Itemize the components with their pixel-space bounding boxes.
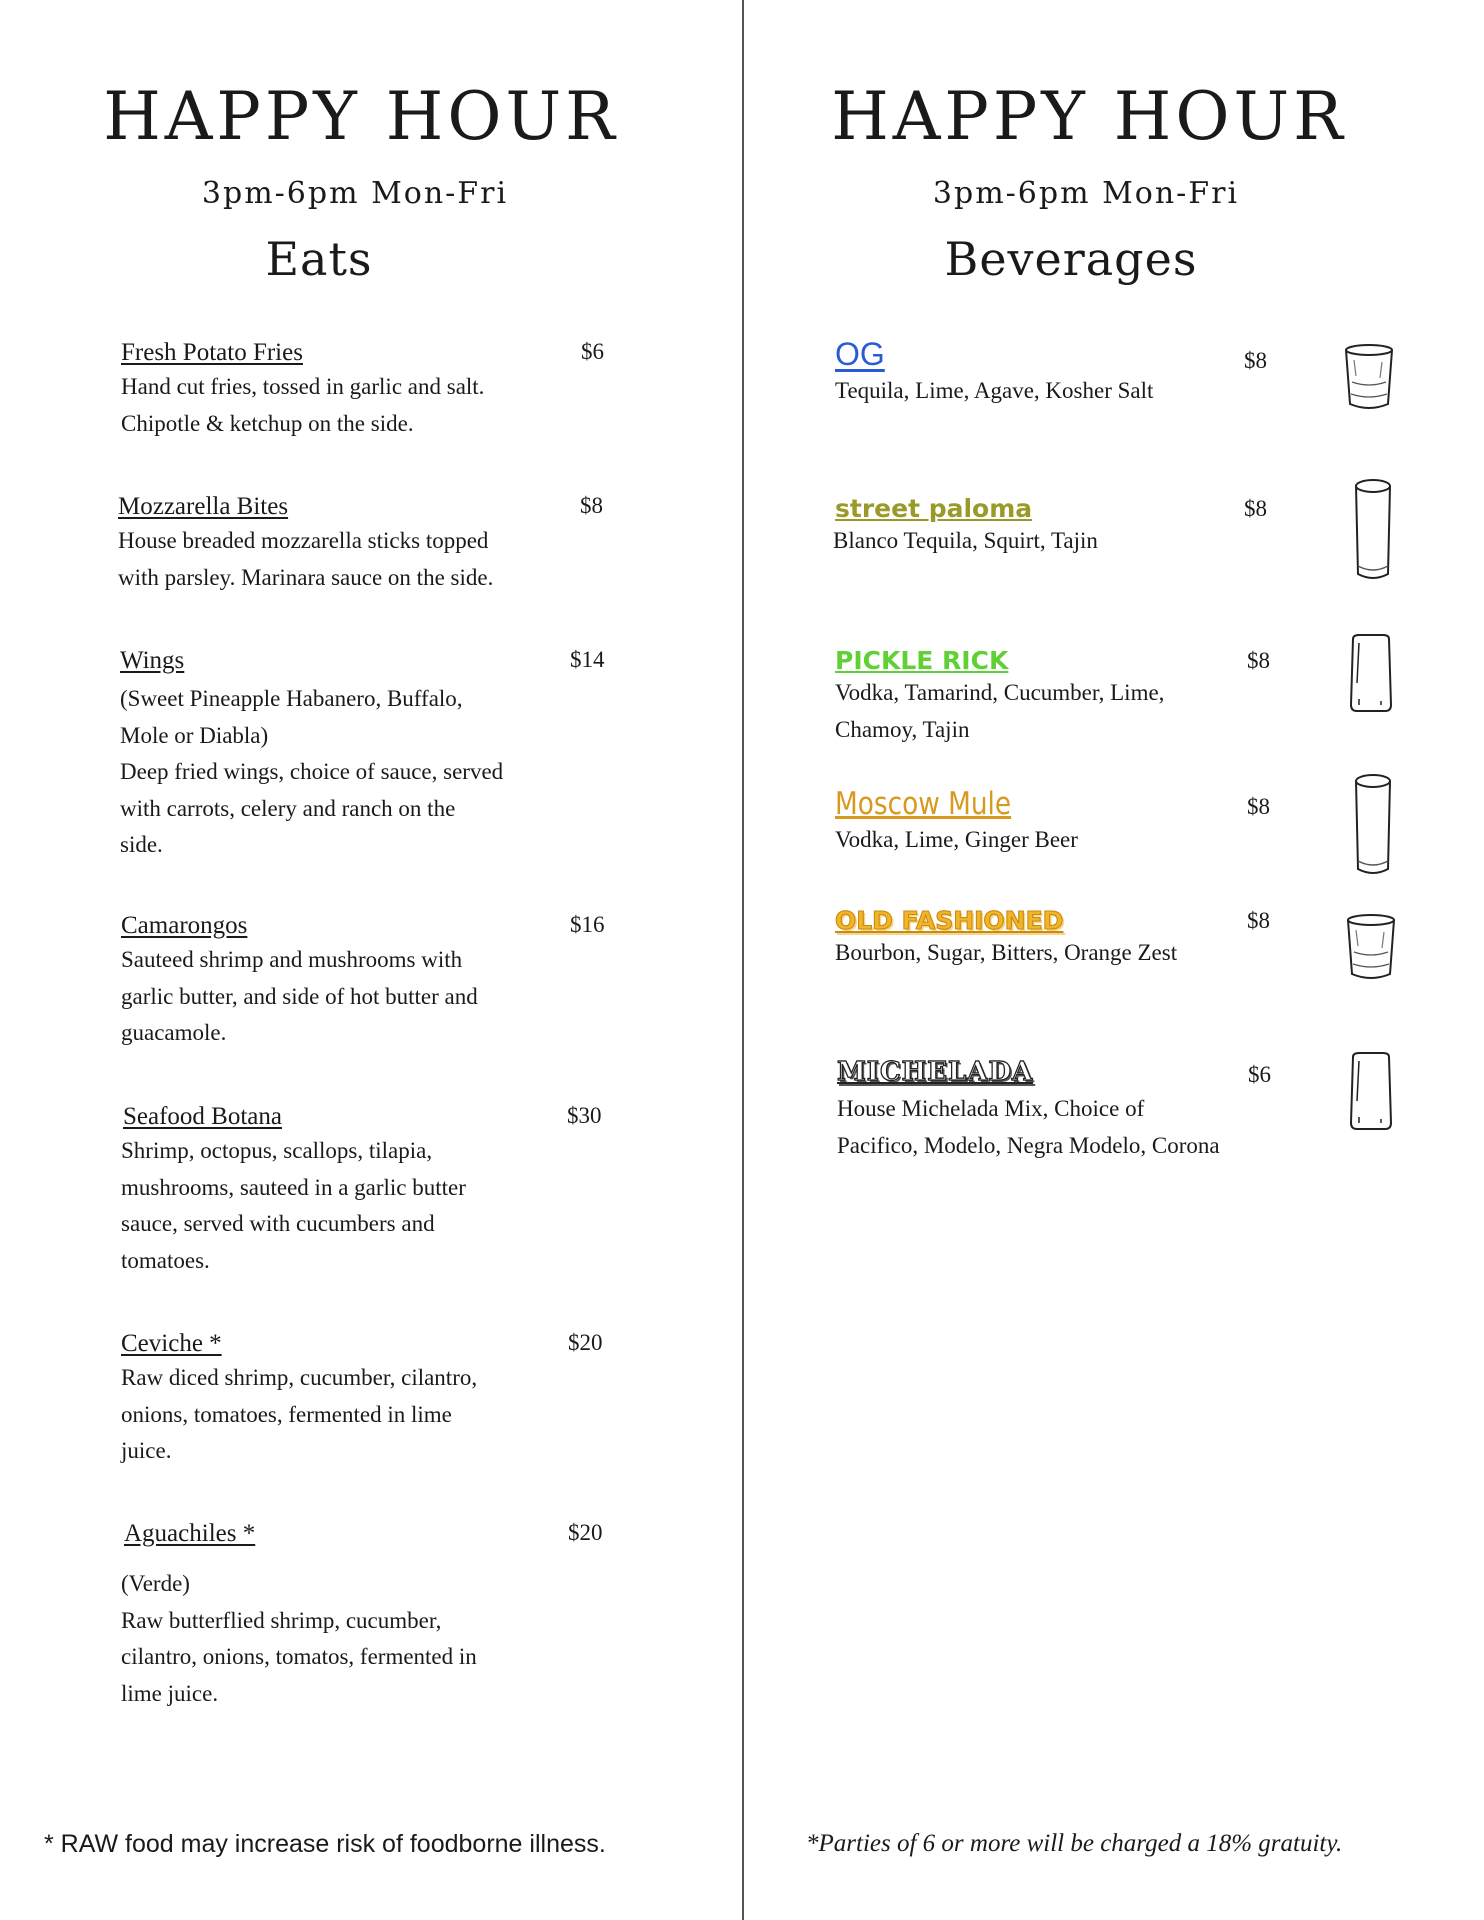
beverage-item [835,646,1315,748]
item-price: $20 [568,1330,603,1355]
beverage-price: $8 [1247,794,1270,819]
beverages-column [744,0,1484,1920]
gratuity-notice: *Parties of 6 or more will be charged a 18% gratuity. [806,1830,1343,1857]
item-description: (Sweet Pineapple Habanero, Buffalo, Mole or Diabla) Deep fried wings, choice of sauce, served with carrots, celery and ranch on the side. [120,686,504,857]
menu-item [118,493,608,596]
beverage-price: $6 [1248,1062,1271,1087]
eats-section-heading: Eats [265,232,373,286]
beverage-description: Blanco Tequila, Squirt, Tajin [833,528,1098,553]
beverage-price: $8 [1244,496,1267,521]
item-description: Raw diced shrimp, cucumber, cilantro, onions, tomatoes, fermented in lime juice. [121,1365,478,1463]
item-price: $6 [581,339,604,364]
item-name: Wings [120,647,185,674]
item-description: Hand cut fries, tossed in garlic and salt. Chipotle & ketchup on the side. [121,374,485,436]
item-price: $14 [570,647,605,672]
beverage-item [835,786,1315,859]
beverage-name: street paloma [835,494,1033,523]
item-name: Seafood Botana [123,1103,282,1130]
beverage-name: MICHELADA [837,1057,1034,1087]
rocks-glass-icon [1342,342,1396,412]
menu-item [121,1520,611,1712]
beverage-description: Vodka, Tamarind, Cucumber, Lime, Chamoy, Tajin [835,680,1165,742]
item-description: Sauteed shrimp and mushrooms with garlic butter, and side of hot butter and guacamole. [121,947,478,1045]
beverage-item [837,1057,1327,1164]
beverage-description: House Michelada Mix, Choice of Pacifico, Modelo, Negra Modelo, Corona [837,1096,1220,1158]
beverage-price: $8 [1247,648,1270,673]
beverages-title: HAPPY HOUR [831,78,1347,155]
menu-item [121,912,611,1052]
raw-food-disclaimer: * RAW food may increase risk of foodborne illness. [44,1830,606,1858]
beverage-description: Vodka, Lime, Ginger Beer [835,827,1078,852]
item-price: $8 [580,493,603,518]
highball-glass-icon [1353,773,1393,877]
eats-hours: 3pm-6pm Mon-Fri [201,176,509,211]
item-name: Camarongos [121,912,248,939]
beverages-hours: 3pm-6pm Mon-Fri [932,176,1240,211]
item-name: Mozzarella Bites [118,493,289,520]
item-price: $16 [570,912,605,937]
menu-item [121,1103,611,1279]
item-price: $20 [568,1520,603,1545]
can-glass-icon [1347,633,1395,713]
beverage-price: $8 [1244,348,1267,373]
beverages-section-heading: Beverages [944,232,1198,286]
item-price: $30 [567,1103,602,1128]
eats-title: HAPPY HOUR [103,78,619,155]
beverage-description: Bourbon, Sugar, Bitters, Orange Zest [835,940,1178,965]
beverage-name: PICKLE RICK [835,646,1009,675]
item-description: House breaded mozzarella sticks topped with parsley. Marinara sauce on the side. [118,528,494,590]
beverage-item [835,336,1315,410]
beverage-item [833,494,1313,560]
highball-glass-icon [1353,478,1393,582]
beverage-name: Moscow Mule [835,786,1012,822]
beverage-price: $8 [1247,908,1270,933]
item-name: Aguachiles * [124,1520,256,1547]
item-name: Ceviche * [121,1330,222,1357]
menu-item [120,647,610,864]
rocks-glass-icon [1344,912,1398,982]
beverage-name: OLD FASHIONED [835,906,1064,935]
item-description: Shrimp, octopus, scallops, tilapia, mushrooms, sauteed in a garlic butter sauce, served with cucumbers and tomatoes. [121,1138,466,1273]
can-glass-icon [1347,1051,1395,1131]
item-name: Fresh Potato Fries [121,339,303,366]
menu-item [121,339,611,442]
menu-item [121,1330,611,1470]
item-description: (Verde) Raw butterflied shrimp, cucumber, cilantro, onions, tomatos, fermented in lime juice. [121,1571,477,1706]
beverage-name: OG [835,336,885,372]
beverage-description: Tequila, Lime, Agave, Kosher Salt [835,378,1154,403]
beverage-item [835,906,1315,972]
